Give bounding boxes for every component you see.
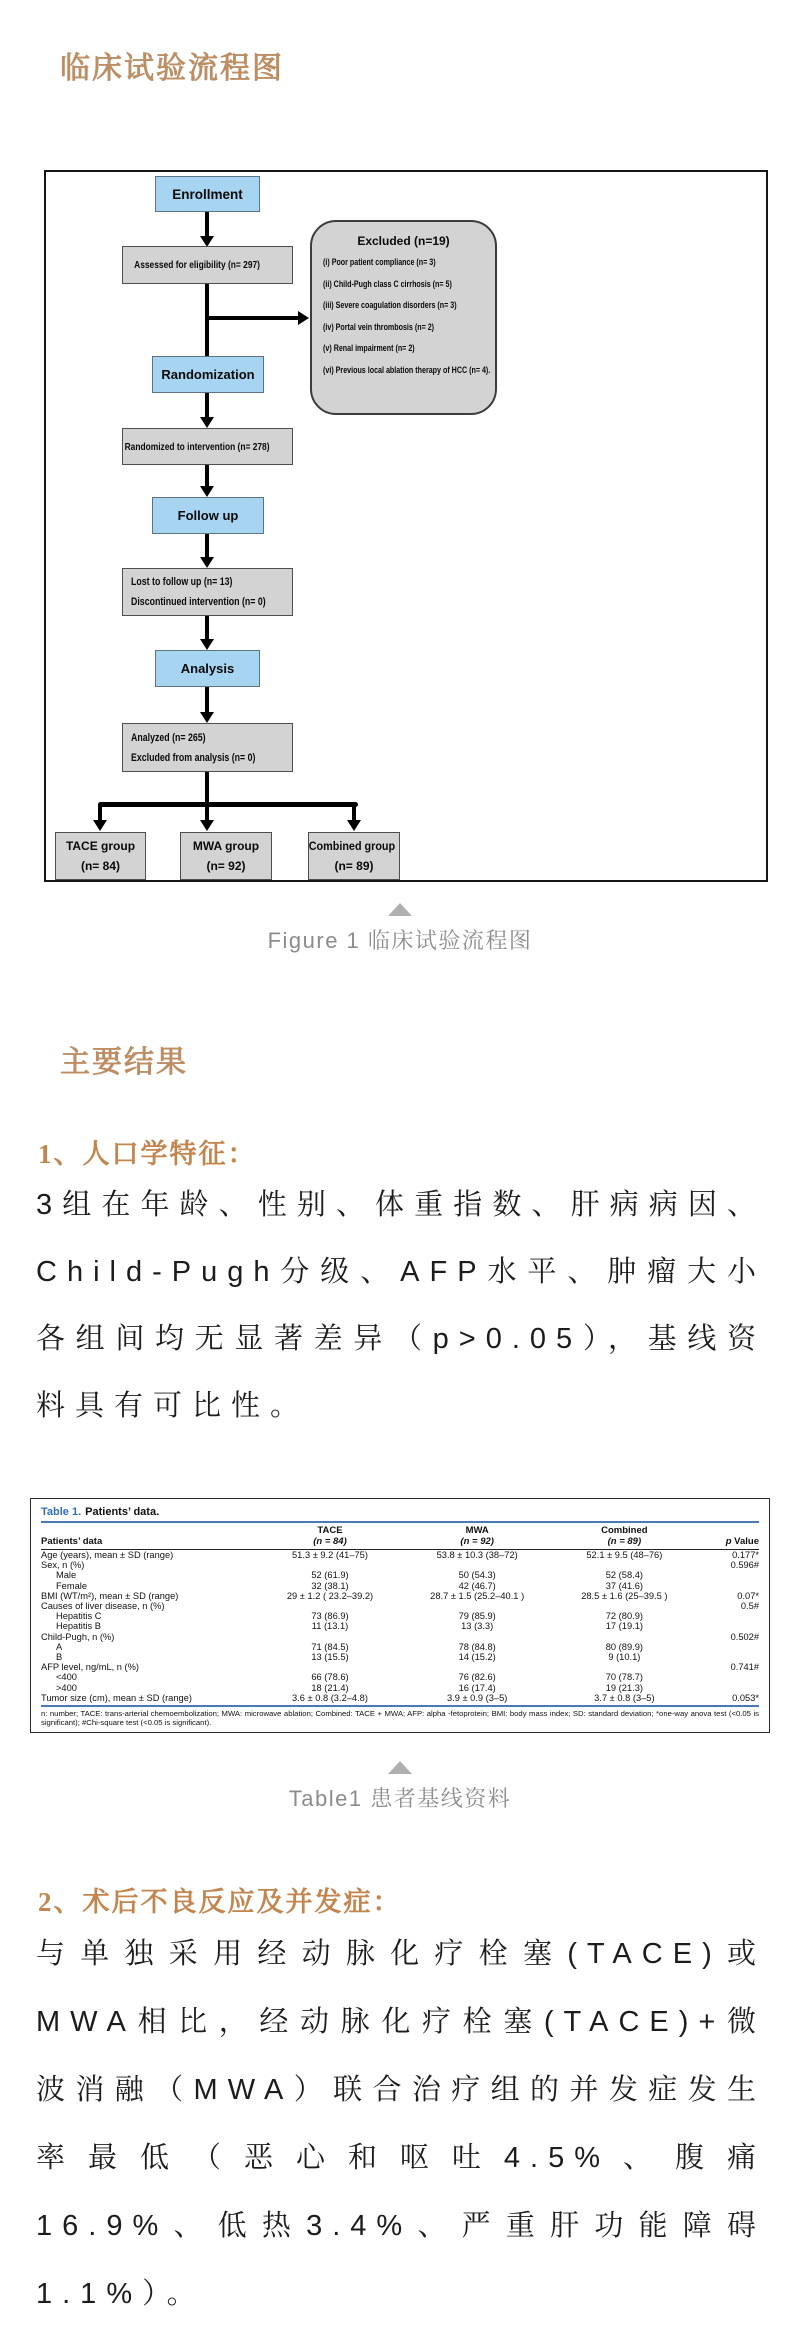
col-header-combined — [551, 1523, 698, 1550]
col-header-mwa — [404, 1523, 551, 1550]
figure-divider — [0, 903, 800, 916]
cell-mwa: 3.9 ± 0.9 (3–5) — [446, 1692, 508, 1703]
cell-tace — [256, 1632, 403, 1642]
cell-p-value — [698, 1570, 759, 1580]
cell-label: B — [56, 1652, 63, 1663]
flow-connector-line — [205, 284, 209, 356]
cell-label: AFP level, ng/mL, n (%) — [41, 1662, 139, 1673]
table-row — [41, 1570, 759, 1580]
cell-tace: 13 (15.5) — [311, 1652, 349, 1663]
cell-tace: 29 ± 1.2 ( 23.2–39.2) — [286, 1590, 374, 1601]
flow-connector-line — [98, 804, 102, 820]
flow-node-line: Discontinued intervention (n= 0) — [131, 596, 266, 608]
cell-label: Hepatitis B — [56, 1621, 101, 1632]
cell-mwa — [404, 1662, 551, 1672]
cell-combined — [551, 1601, 698, 1611]
cell-mwa: 42 (46.7) — [458, 1580, 496, 1591]
cell-label: Child-Pugh, n (%) — [41, 1631, 115, 1642]
table-row — [41, 1632, 759, 1642]
cell-p-value — [698, 1683, 759, 1693]
cell-mwa: 50 (54.3) — [458, 1570, 496, 1581]
flow-arrowhead-down — [200, 417, 214, 428]
col-header-patients-data: Patients’ data — [41, 1523, 256, 1550]
cell-tace: 66 (78.6) — [311, 1672, 349, 1683]
flow-arrowhead-right — [298, 311, 309, 325]
cell-combined: 28.5 ± 1.6 (25–39.5 ) — [581, 1590, 668, 1601]
col-group-n: (n = 84) — [313, 1535, 347, 1547]
cell-label: >400 — [56, 1682, 77, 1693]
flow-node-combined-group — [308, 832, 400, 880]
cell-label: Tumor size (cm), mean ± SD (range) — [41, 1692, 192, 1703]
patients-data-table-figure — [30, 1498, 770, 1733]
col-header-p-value — [698, 1523, 759, 1550]
flow-connector-line — [205, 393, 209, 417]
flow-branch-line — [207, 316, 299, 320]
table-row — [41, 1652, 759, 1662]
flow-node-excluded — [310, 220, 497, 415]
table-rule — [41, 1705, 759, 1707]
cell-p-value — [698, 1621, 759, 1631]
cell-label: <400 — [56, 1672, 77, 1683]
triangle-up-icon — [388, 903, 412, 916]
cell-mwa: 78 (84.8) — [458, 1641, 496, 1652]
flow-split-bar — [98, 802, 358, 807]
group-name: Combined group — [308, 839, 395, 853]
patients-table — [41, 1523, 759, 1703]
cell-label: Age (years), mean ± SD (range) — [41, 1550, 174, 1560]
flow-node-label: Randomization — [161, 367, 255, 382]
cell-tace: 52 (61.9) — [311, 1570, 349, 1581]
flow-node-lost-to-follow-up — [122, 568, 293, 616]
cell-mwa: 76 (82.6) — [458, 1672, 496, 1683]
section1-heading: 1、人口学特征： — [38, 1139, 257, 1169]
table-number-label: Table 1. — [41, 1506, 82, 1518]
flow-node-label: Enrollment — [172, 186, 243, 202]
cell-combined: 52 (58.4) — [605, 1570, 643, 1581]
cell-tace — [256, 1601, 403, 1611]
cell-p-value — [698, 1672, 759, 1682]
table-row — [41, 1591, 759, 1601]
flow-arrowhead-down — [347, 820, 361, 831]
flow-arrowhead-down — [93, 820, 107, 831]
flow-arrowhead-down — [200, 639, 214, 650]
flow-node-line: Analyzed (n= 265) — [131, 731, 206, 744]
excluded-item: (v) Renal impairment (n= 2) — [323, 343, 415, 354]
cell-tace: 18 (21.4) — [311, 1682, 349, 1693]
table-row — [41, 1693, 759, 1703]
flow-node-enrollment — [155, 176, 260, 212]
cell-p-value: 0.177* — [732, 1550, 759, 1560]
cell-p-value: 0.741# — [730, 1662, 759, 1673]
table-footnote: n: number; TACE: trans-arterial chemoembolization; MWA: microwave ablation; Combined: TACE + MWA; AFP: alpha -fetoprotein; BMI: body mass index; SD: standard deviation; *one-way anova test (<0.05 is significant); #Chi-square test (<0.05 is significant). — [41, 1709, 759, 1728]
excluded-item-list — [323, 252, 491, 381]
consort-flowchart-figure — [44, 170, 768, 882]
col-group-name: Combined — [601, 1525, 648, 1536]
flow-node-label: Analysis — [180, 661, 235, 676]
flow-connector-line — [205, 772, 209, 804]
cell-p-value — [698, 1642, 759, 1652]
cell-label: A — [56, 1641, 63, 1652]
cell-tace — [256, 1662, 403, 1672]
cell-mwa: 53.8 ± 10.3 (38–72) — [436, 1550, 518, 1560]
table-row — [41, 1560, 759, 1570]
cell-tace: 51.3 ± 9.2 (41–75) — [292, 1550, 368, 1560]
cell-mwa: 14 (15.2) — [458, 1652, 496, 1663]
cell-combined: 70 (78.7) — [605, 1672, 643, 1683]
table-row — [41, 1662, 759, 1672]
flow-arrowhead-down — [200, 820, 214, 831]
cell-p-value: 0.596# — [730, 1560, 759, 1571]
group-name: TACE group — [65, 839, 136, 853]
cell-tace: 3.6 ± 0.8 (3.2–4.8) — [292, 1692, 368, 1703]
flow-node-tace-group — [55, 832, 146, 880]
cell-combined: 52.1 ± 9.5 (48–76) — [586, 1550, 663, 1560]
cell-combined: 72 (80.9) — [605, 1611, 643, 1622]
table-row — [41, 1581, 759, 1591]
cell-combined: 37 (41.6) — [605, 1580, 643, 1591]
cell-tace: 32 (38.1) — [311, 1580, 349, 1591]
cell-tace — [256, 1560, 403, 1570]
cell-label: Hepatitis C — [56, 1611, 102, 1622]
table-caption: Table1 患者基线资料 — [288, 1786, 512, 1811]
flow-node-label: Follow up — [177, 508, 239, 523]
col-header-tace — [256, 1523, 403, 1550]
cell-combined — [551, 1662, 698, 1672]
table-row — [41, 1621, 759, 1631]
flow-connector-line — [205, 804, 209, 820]
p-rest: Value — [731, 1535, 759, 1547]
excluded-item: (i) Poor patient compliance (n= 3) — [323, 257, 436, 268]
cell-tace: 11 (13.1) — [311, 1621, 349, 1632]
triangle-up-icon — [388, 1761, 412, 1774]
flow-node-line: Lost to follow up (n= 13) — [131, 576, 233, 588]
excluded-item: (vi) Previous local ablation therapy of HCC (n= 4). — [323, 364, 491, 376]
cell-combined: 17 (19.1) — [605, 1621, 643, 1632]
cell-p-value: 0.07* — [737, 1590, 759, 1601]
cell-combined: 80 (89.9) — [605, 1641, 643, 1652]
group-n: (n= 92) — [206, 859, 246, 873]
figure-caption: Figure 1 临床试验流程图 — [267, 928, 533, 953]
group-name: MWA group — [192, 839, 260, 853]
cell-mwa — [404, 1601, 551, 1611]
excluded-item: (iii) Severe coagulation disorders (n= 3) — [323, 300, 457, 311]
table-header-row — [41, 1523, 759, 1550]
flow-node-line: Excluded from analysis (n= 0) — [131, 751, 256, 764]
cell-mwa: 79 (85.9) — [458, 1611, 496, 1622]
flow-node-analysis — [155, 650, 260, 687]
group-n: (n= 84) — [80, 859, 120, 873]
cell-mwa: 16 (17.4) — [458, 1682, 496, 1693]
flow-node-label: Randomized to intervention (n= 278) — [124, 440, 270, 453]
flow-arrowhead-down — [200, 712, 214, 723]
col-group-n: (n = 92) — [460, 1535, 494, 1547]
flow-connector-line — [205, 616, 209, 639]
flow-node-label: Assessed for eligibility (n= 297) — [134, 259, 260, 271]
flow-node-randomized — [122, 428, 293, 465]
table-row — [41, 1683, 759, 1693]
cell-label: Male — [56, 1570, 77, 1581]
flow-connector-line — [205, 212, 209, 237]
excluded-item: (ii) Child-Pugh class C cirrhosis (n= 5) — [323, 278, 452, 290]
cell-p-value — [698, 1652, 759, 1662]
section2-heading: 2、术后不良反应及并发症： — [38, 1887, 402, 1917]
excluded-title: Excluded (n=19) — [357, 234, 450, 248]
table-row — [41, 1672, 759, 1682]
table-title — [41, 1505, 759, 1519]
flow-node-analyzed — [122, 723, 293, 772]
flow-connector-line — [205, 465, 209, 486]
cell-p-value — [698, 1581, 759, 1591]
flow-node-randomization — [152, 356, 264, 393]
figure-divider — [0, 1761, 800, 1774]
cell-combined: 19 (21.3) — [605, 1682, 643, 1693]
cell-label: Sex, n (%) — [41, 1560, 85, 1571]
cell-label: BMI (WT/m²), mean ± SD (range) — [41, 1590, 179, 1601]
table-title-text: Patients’ data. — [85, 1506, 160, 1518]
flow-arrowhead-down — [200, 557, 214, 568]
cell-tace: 71 (84.5) — [311, 1641, 349, 1652]
cell-combined: 9 (10.1) — [608, 1652, 641, 1663]
results-heading: 主要结果 — [60, 1046, 188, 1079]
cell-p-value: 0.5# — [740, 1601, 759, 1612]
flow-connector-line — [352, 804, 356, 820]
table-row — [41, 1601, 759, 1611]
flow-arrowhead-down — [200, 486, 214, 497]
cell-p-value: 0.502# — [730, 1631, 759, 1642]
cell-p-value: 0.053* — [732, 1692, 759, 1703]
cell-p-value — [698, 1611, 759, 1621]
cell-label: Causes of liver disease, n (%) — [41, 1601, 165, 1612]
flow-connector-line — [205, 687, 209, 712]
excluded-item: (iv) Portal vein thrombosis (n= 2) — [323, 321, 435, 333]
section1-paragraph: 3组在年龄、性别、体重指数、肝病病因、Child-Pugh分级、AFP水平、肿瘤大小各组间均无显著差异（p>0.05），基线资料具有可比性。 — [36, 1189, 766, 1422]
section2-paragraph: 与单独采用经动脉化疗栓塞(TACE)或MWA相比，经动脉化疗栓塞(TACE)+微波消融（MWA）联合治疗组的并发症发生率最低（恶心和呕吐4.5%、腹痛16.9%、低热3.4%、严重肝功能障碍1.1%）。 — [36, 1938, 766, 2310]
table-row — [41, 1642, 759, 1652]
cell-combined: 3.7 ± 0.8 (3–5) — [594, 1692, 655, 1703]
flow-node-follow-up — [152, 497, 264, 534]
group-n: (n= 89) — [334, 859, 374, 873]
col-group-name: TACE — [317, 1525, 343, 1536]
flow-node-mwa-group — [180, 832, 272, 880]
p-italic: p — [725, 1535, 732, 1547]
table-row — [41, 1611, 759, 1621]
cell-mwa — [404, 1560, 551, 1570]
flow-connector-line — [205, 534, 209, 557]
cell-combined — [551, 1560, 698, 1570]
cell-label: Female — [56, 1580, 88, 1591]
col-group-name: MWA — [465, 1525, 489, 1536]
flow-node-assessed — [122, 246, 293, 284]
cell-mwa: 28.7 ± 1.5 (25.2–40.1 ) — [430, 1590, 525, 1601]
page-title: 临床试验流程图 — [60, 52, 284, 85]
table-row — [41, 1550, 759, 1561]
cell-mwa: 13 (3.3) — [461, 1621, 494, 1632]
cell-mwa — [404, 1632, 551, 1642]
cell-combined — [551, 1632, 698, 1642]
col-group-n: (n = 89) — [607, 1535, 642, 1547]
cell-tace: 73 (86.9) — [311, 1611, 349, 1622]
